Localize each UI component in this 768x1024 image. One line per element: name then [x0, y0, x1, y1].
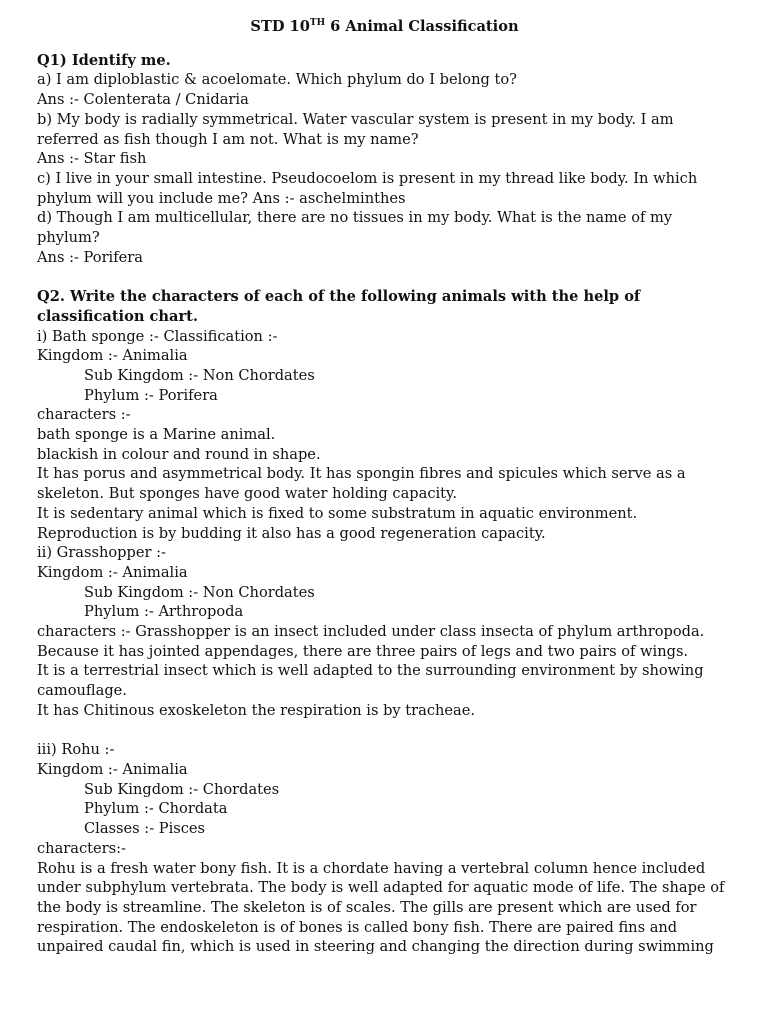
bath-sponge-heading: i) Bath sponge :- Classification :- [37, 327, 278, 345]
q1-line: a) I am diploblastic & acoelomate. Which phylum do I belong to? [37, 71, 517, 89]
q1-line: b) My body is radially symmetrical. Water vascular system is present in my body. I am [37, 110, 674, 128]
spacer [37, 267, 732, 287]
character-line: blackish in colour and round in shape. [37, 445, 321, 463]
character-line: It is a terrestrial insect which is well adapted to the surrounding environment by showing [37, 662, 704, 680]
character-line: unpaired caudal fin, which is used in steering and changing the direction during swimming [37, 938, 714, 956]
q1-line: Ans :- Porifera [37, 248, 143, 266]
characters-label: characters:- [37, 839, 126, 857]
q1-line: Ans :- Colenterata / Cnidaria [37, 91, 249, 109]
character-line: Because it has jointed appendages, there are three pairs of legs and two pairs of wings. [37, 642, 689, 660]
rohu-section [37, 740, 732, 957]
kingdom-label: Kingdom :- Animalia [37, 760, 188, 778]
grasshopper-section [37, 543, 732, 720]
character-line: camouflage. [37, 682, 127, 700]
question-1 [37, 51, 732, 268]
character-line: under subphylum vertebrata. The body is well adapted for aquatic mode of life. The shape of [37, 879, 725, 897]
spacer [37, 721, 732, 741]
q1-line: referred as fish though I am not. What is my name? [37, 130, 419, 148]
question-2 [37, 287, 732, 957]
bath-sponge-section [37, 327, 732, 544]
sub-kingdom-label: Sub Kingdom :- Non Chordates [84, 583, 315, 601]
rohu-heading: iii) Rohu :- [37, 741, 115, 759]
character-line: Rohu is a fresh water bony fish. It is a chordate having a vertebral column hence included [37, 859, 706, 877]
phylum-label: Phylum :- Porifera [84, 386, 218, 404]
phylum-label: Phylum :- Arthropoda [84, 603, 244, 621]
character-line: It has Chitinous exoskeleton the respiration is by tracheae. [37, 701, 476, 719]
character-line: Reproduction is by budding it also has a good regeneration capacity. [37, 524, 546, 542]
q1-line: d) Though I am multicellular, there are no tissues in my body. What is the name of my [37, 209, 673, 227]
character-line: It is sedentary animal which is fixed to some substratum in aquatic environment. [37, 504, 638, 522]
character-line: the body is streamline. The skeleton is of scales. The gills are present which are used for [37, 898, 697, 916]
q1-heading: Q1) Identify me. [37, 51, 171, 69]
phylum-label: Phylum :- Chordata [84, 800, 228, 818]
character-line: It has porus and asymmetrical body. It has spongin fibres and spicules which serve as a [37, 465, 686, 483]
character-line: respiration. The endoskeleton is of bones is called bony fish. There are paired fins and [37, 918, 678, 936]
title-prefix: STD 10 [250, 18, 310, 35]
kingdom-label: Kingdom :- Animalia [37, 563, 188, 581]
q2-heading: classification chart. [37, 307, 198, 325]
grasshopper-heading: ii) Grasshopper :- [37, 544, 166, 562]
title-suffix: 6 Animal Classification [325, 18, 519, 35]
kingdom-label: Kingdom :- Animalia [37, 347, 188, 365]
q1-line: phylum? [37, 229, 100, 247]
q2-heading: Q2. Write the characters of each of the following animals with the help of [37, 288, 641, 306]
sub-kingdom-label: Sub Kingdom :- Chordates [84, 780, 280, 798]
character-line: bath sponge is a Marine animal. [37, 426, 276, 444]
sub-kingdom-label: Sub Kingdom :- Non Chordates [84, 366, 315, 384]
q1-line: Ans :- Star fish [37, 150, 147, 168]
page-title [37, 17, 732, 37]
q1-line: phylum will you include me? Ans :- aschelminthes [37, 189, 406, 207]
title-superscript: TH [309, 18, 326, 28]
q1-line: c) I live in your small intestine. Pseudocoelom is present in my thread like body. In which [37, 169, 698, 187]
character-line: skeleton. But sponges have good water holding capacity. [37, 485, 457, 503]
classes-label: Classes :- Pisces [84, 820, 206, 838]
characters-label: characters :- [37, 406, 131, 424]
character-line: characters :- Grasshopper is an insect included under class insecta of phylum arthropoda. [37, 623, 705, 641]
